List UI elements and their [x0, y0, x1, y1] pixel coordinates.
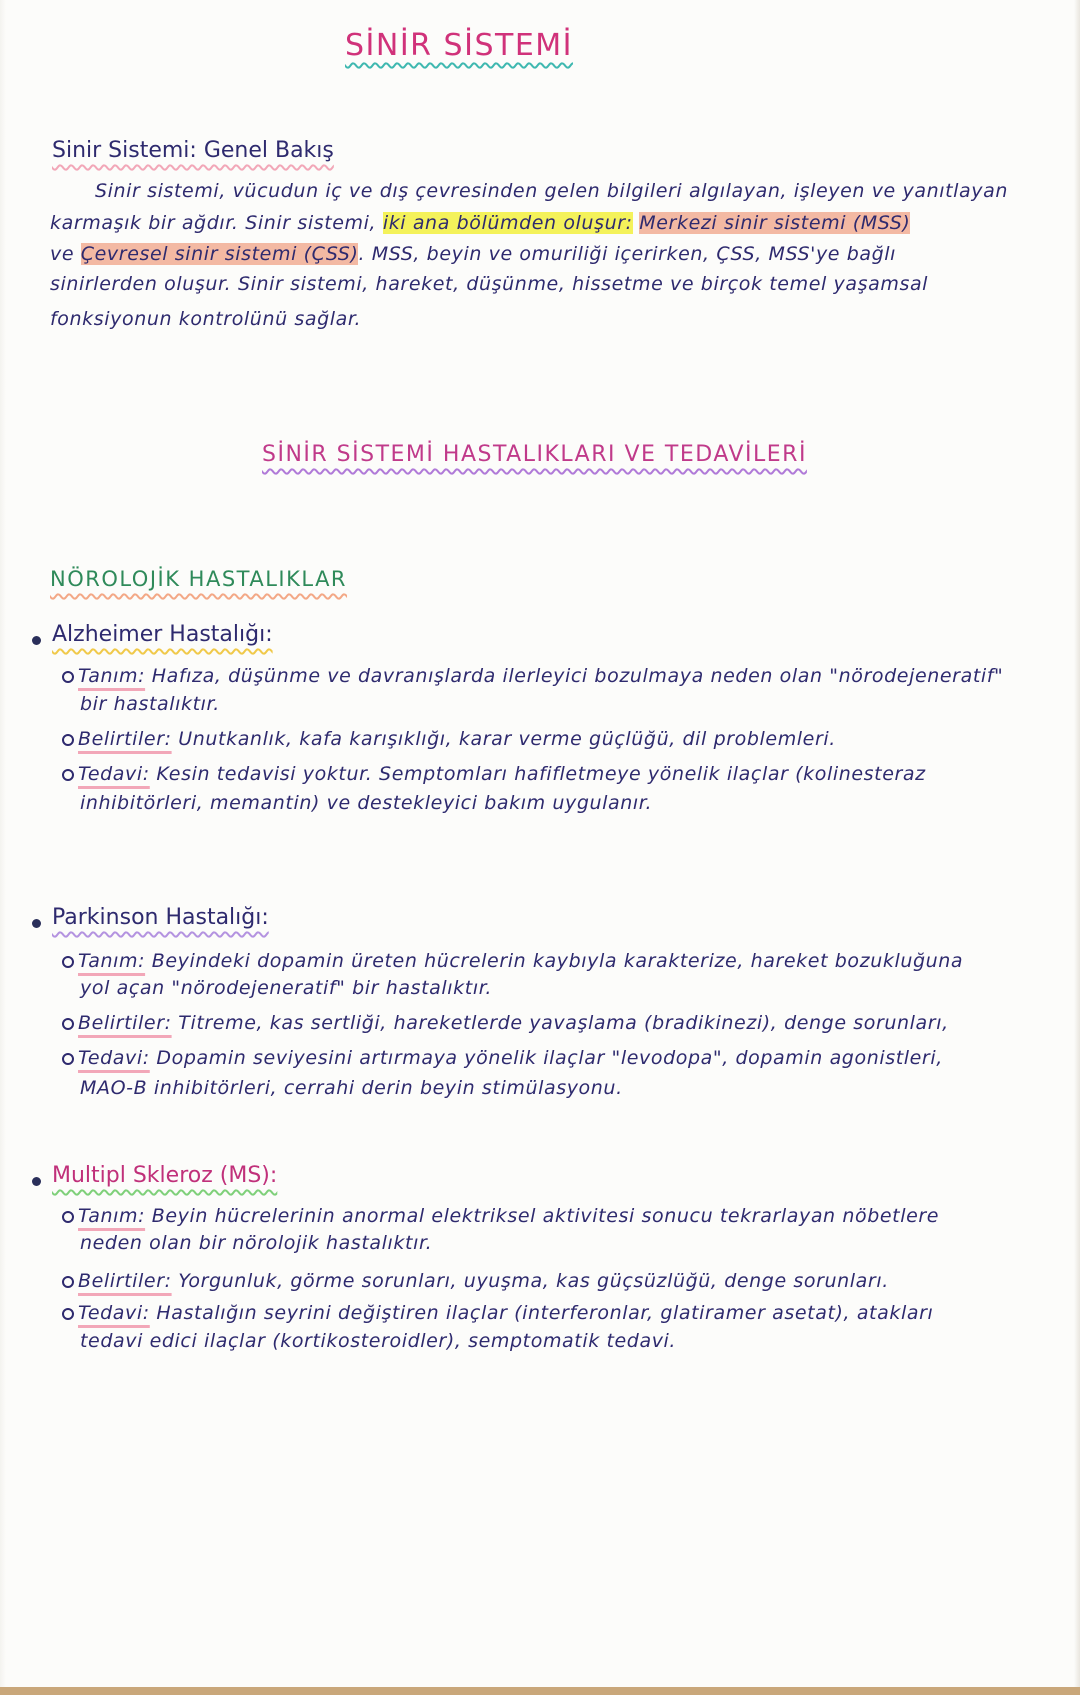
item-label: Tanım: — [78, 1205, 146, 1227]
disease-detail-line — [62, 1270, 889, 1292]
bullet-dot-icon — [32, 636, 41, 645]
intro-line — [50, 273, 928, 295]
disease-detail-line — [62, 1302, 933, 1324]
item-text: Dopamin seviyesini artırmaya yönelik ilaçlar "levodopa", dopamin agonistleri, — [156, 1047, 943, 1069]
text: karmaşık bir ağdır. Sinir sistemi, — [50, 212, 383, 234]
item-label: Belirtiler: — [78, 728, 172, 750]
disease-name: Alzheimer Hastalığı: — [52, 622, 273, 647]
circle-bullet-icon — [62, 1211, 74, 1223]
item-text: Titreme, kas sertliği, hareketlerde yavaşlama (bradikinezi), denge sorunları, — [178, 1012, 949, 1034]
circle-bullet-icon — [62, 1018, 74, 1030]
subsection-title: NÖROLOJİK HASTALIKLAR — [50, 567, 348, 591]
disease-detail-line — [80, 792, 652, 814]
disease-detail-line — [62, 763, 926, 785]
item-label: Belirtiler: — [78, 1012, 172, 1034]
disease-detail-line — [80, 1077, 623, 1099]
page-title: SİNİR SİSTEMİ — [345, 28, 574, 63]
intro-line — [50, 212, 910, 234]
item-label: Tedavi: — [78, 1302, 150, 1324]
disease-detail-line — [62, 728, 836, 750]
intro-line — [50, 243, 896, 265]
item-label: Belirtiler: — [78, 1270, 172, 1292]
item-label: Tedavi: — [78, 1047, 150, 1069]
item-text: Beyindeki dopamin üreten hücrelerin kaybıyla karakterize, hareket bozukluğuna — [151, 950, 964, 972]
highlight-yellow: iki ana bölümden oluşur: — [382, 212, 633, 234]
text: Sinir sistemi, vücudun iç ve dış çevresinden gelen bilgileri algılayan, işleyen ve yanıtlayan — [95, 180, 1008, 202]
item-text: Yorgunluk, görme sorunları, uyuşma, kas güçsüzlüğü, denge sorunları. — [178, 1270, 889, 1292]
disease-name: Parkinson Hastalığı: — [52, 905, 269, 930]
highlight-orange: Merkezi sinir sistemi (MSS) — [639, 212, 911, 234]
section-title: SİNİR SİSTEMİ HASTALIKLARI VE TEDAVİLERİ — [262, 442, 807, 467]
circle-bullet-icon — [62, 1308, 74, 1320]
item-text: neden olan bir nörolojik hastalıktır. — [80, 1232, 433, 1254]
circle-bullet-icon — [62, 1053, 74, 1065]
disease-detail-line — [80, 1232, 432, 1254]
disease-detail-line — [80, 693, 220, 715]
disease-detail-line — [62, 1047, 943, 1069]
bullet-dot-icon — [32, 1177, 41, 1186]
intro-line — [50, 308, 361, 330]
item-label: Tanım: — [78, 950, 146, 972]
circle-bullet-icon — [62, 1276, 74, 1288]
circle-bullet-icon — [62, 734, 74, 746]
disease-detail-line — [80, 1330, 676, 1352]
disease-detail-line — [62, 950, 963, 972]
disease-detail-line — [62, 1012, 949, 1034]
item-text: bir hastalıktır. — [80, 693, 220, 715]
text: fonksiyonun kontrolünü sağlar. — [50, 308, 362, 330]
item-text: inhibitörleri, memantin) ve destekleyici bakım uygulanır. — [80, 792, 653, 814]
item-text: yol açan "nörodejeneratif" bir hastalıktır. — [80, 977, 493, 999]
item-text: Beyin hücrelerinin anormal elektriksel aktivitesi sonucu tekrarlayan nöbetlere — [151, 1205, 940, 1227]
circle-bullet-icon — [62, 769, 74, 781]
text: sinirlerden oluşur. Sinir sistemi, hareket, düşünme, hissetme ve birçok temel yaşamsal — [50, 273, 929, 295]
highlight-orange: Çevresel sinir sistemi (ÇSS) — [80, 243, 359, 265]
item-text: Hafıza, düşünme ve davranışlarda ilerleyici bozulmaya neden olan "nörodejeneratif" — [151, 665, 1004, 687]
item-text: tedavi edici ilaçlar (kortikosteroidler), semptomatik tedavi. — [80, 1330, 677, 1352]
text: . MSS, beyin ve omuriliği içerirken, ÇSS, MSS'ye bağlı — [358, 243, 897, 265]
item-label: Tanım: — [78, 665, 146, 687]
disease-name: Multipl Skleroz (MS): — [52, 1163, 278, 1188]
item-text: Kesin tedavisi yoktur. Semptomları hafifletmeye yönelik ilaçlar (kolinesteraz — [156, 763, 926, 785]
paper-edge — [0, 1687, 1080, 1695]
item-text: Unutkanlık, kafa karışıklığı, karar verme güçlüğü, dil problemleri. — [178, 728, 836, 750]
text: ve — [50, 243, 81, 265]
circle-bullet-icon — [62, 671, 74, 683]
intro-heading: Sinir Sistemi: Genel Bakış — [52, 138, 334, 163]
item-text: MAO-B inhibitörleri, cerrahi derin beyin stimülasyonu. — [80, 1077, 623, 1099]
bullet-dot-icon — [32, 919, 41, 928]
disease-detail-line — [62, 1205, 939, 1227]
intro-line — [95, 180, 1008, 202]
disease-detail-line — [62, 665, 1003, 687]
disease-detail-line — [80, 977, 492, 999]
circle-bullet-icon — [62, 956, 74, 968]
item-label: Tedavi: — [78, 763, 150, 785]
item-text: Hastalığın seyrini değiştiren ilaçlar (interferonlar, glatiramer asetat), atakları — [156, 1302, 934, 1324]
